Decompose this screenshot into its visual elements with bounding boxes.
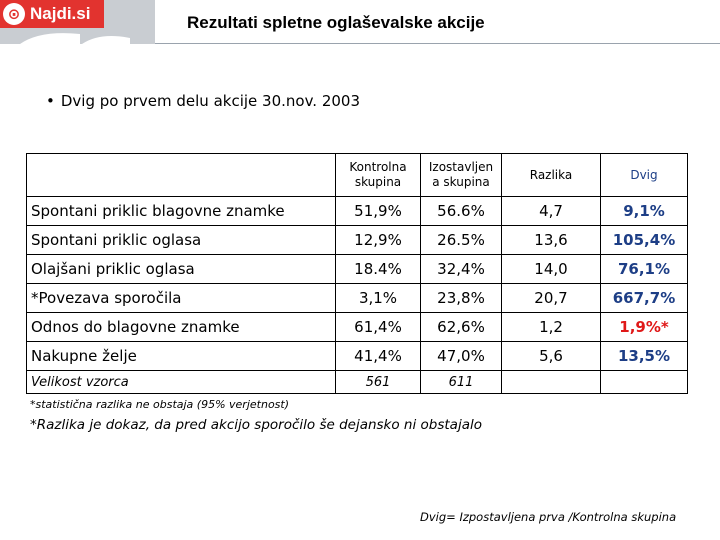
lift-value: 76,1% (601, 255, 688, 284)
difference-value: 13,6 (502, 226, 601, 255)
header-difference: Razlika (502, 154, 601, 197)
difference-value: 20,7 (502, 284, 601, 313)
logo-banner (0, 0, 155, 44)
decorative-swoosh-icon (0, 28, 155, 44)
row-label: Spontani priklic oglasa (27, 226, 336, 255)
table-row (27, 255, 688, 284)
row-label: Olajšani priklic oglasa (27, 255, 336, 284)
exposed-value: 611 (421, 371, 502, 394)
control-value: 51,9% (336, 197, 421, 226)
bullet-icon: • (46, 92, 55, 110)
lift-value: 667,7% (601, 284, 688, 313)
row-label: Nakupne želje (27, 342, 336, 371)
header-empty-cell (27, 154, 336, 197)
difference-value: 4,7 (502, 197, 601, 226)
header-lift: Dvig (601, 154, 688, 197)
control-value: 18.4% (336, 255, 421, 284)
bullet-text: Dvig po prvem delu akcije 30.nov. 2003 (60, 92, 360, 110)
table-header-row (27, 154, 688, 197)
table-row (27, 313, 688, 342)
bullet-point (46, 92, 360, 110)
difference-value: 1,2 (502, 313, 601, 342)
difference-value (502, 371, 601, 394)
footnote-statistical: *statistična razlika ne obstaja (95% verjetnost) (30, 398, 290, 411)
control-value: 61,4% (336, 313, 421, 342)
lift-value: 13,5% (601, 342, 688, 371)
row-label: Odnos do blagovne znamke (27, 313, 336, 342)
exposed-value: 56.6% (421, 197, 502, 226)
logo-arrow-icon: ⊙ (3, 3, 25, 25)
results-table (26, 153, 688, 394)
exposed-value: 23,8% (421, 284, 502, 313)
header-control-group: Kontrolna skupina (336, 154, 421, 197)
difference-value: 5,6 (502, 342, 601, 371)
exposed-value: 47,0% (421, 342, 502, 371)
logo[interactable] (0, 0, 104, 28)
control-value: 12,9% (336, 226, 421, 255)
exposed-value: 26.5% (421, 226, 502, 255)
table-row (27, 284, 688, 313)
lift-value: 9,1% (601, 197, 688, 226)
table-row (27, 226, 688, 255)
row-label: *Povezava sporočila (27, 284, 336, 313)
control-value: 3,1% (336, 284, 421, 313)
control-value: 561 (336, 371, 421, 394)
title-divider (155, 43, 720, 44)
footnote-proof: *Razlika je dokaz, da pred akcijo sporočilo še dejansko ni obstajalo (30, 417, 482, 433)
logo-text: Najdi.si (30, 4, 91, 23)
lift-value: 105,4% (601, 226, 688, 255)
header-exposed-group: Izostavljen a skupina (421, 154, 502, 197)
control-value: 41,4% (336, 342, 421, 371)
page-title: Rezultati spletne oglaševalske akcije (187, 13, 485, 32)
lift-value-not-significant: 1,9%* (601, 313, 688, 342)
logo-decoration (0, 28, 155, 44)
sample-size-row (27, 371, 688, 394)
lift-value (601, 371, 688, 394)
difference-value: 14,0 (502, 255, 601, 284)
table-row (27, 197, 688, 226)
row-label: Spontani priklic blagovne znamke (27, 197, 336, 226)
lift-formula: Dvig= Izpostavljena prva /Kontrolna skupina (420, 510, 677, 524)
exposed-value: 32,4% (421, 255, 502, 284)
exposed-value: 62,6% (421, 313, 502, 342)
row-label: Velikost vzorca (27, 371, 336, 394)
table-row (27, 342, 688, 371)
